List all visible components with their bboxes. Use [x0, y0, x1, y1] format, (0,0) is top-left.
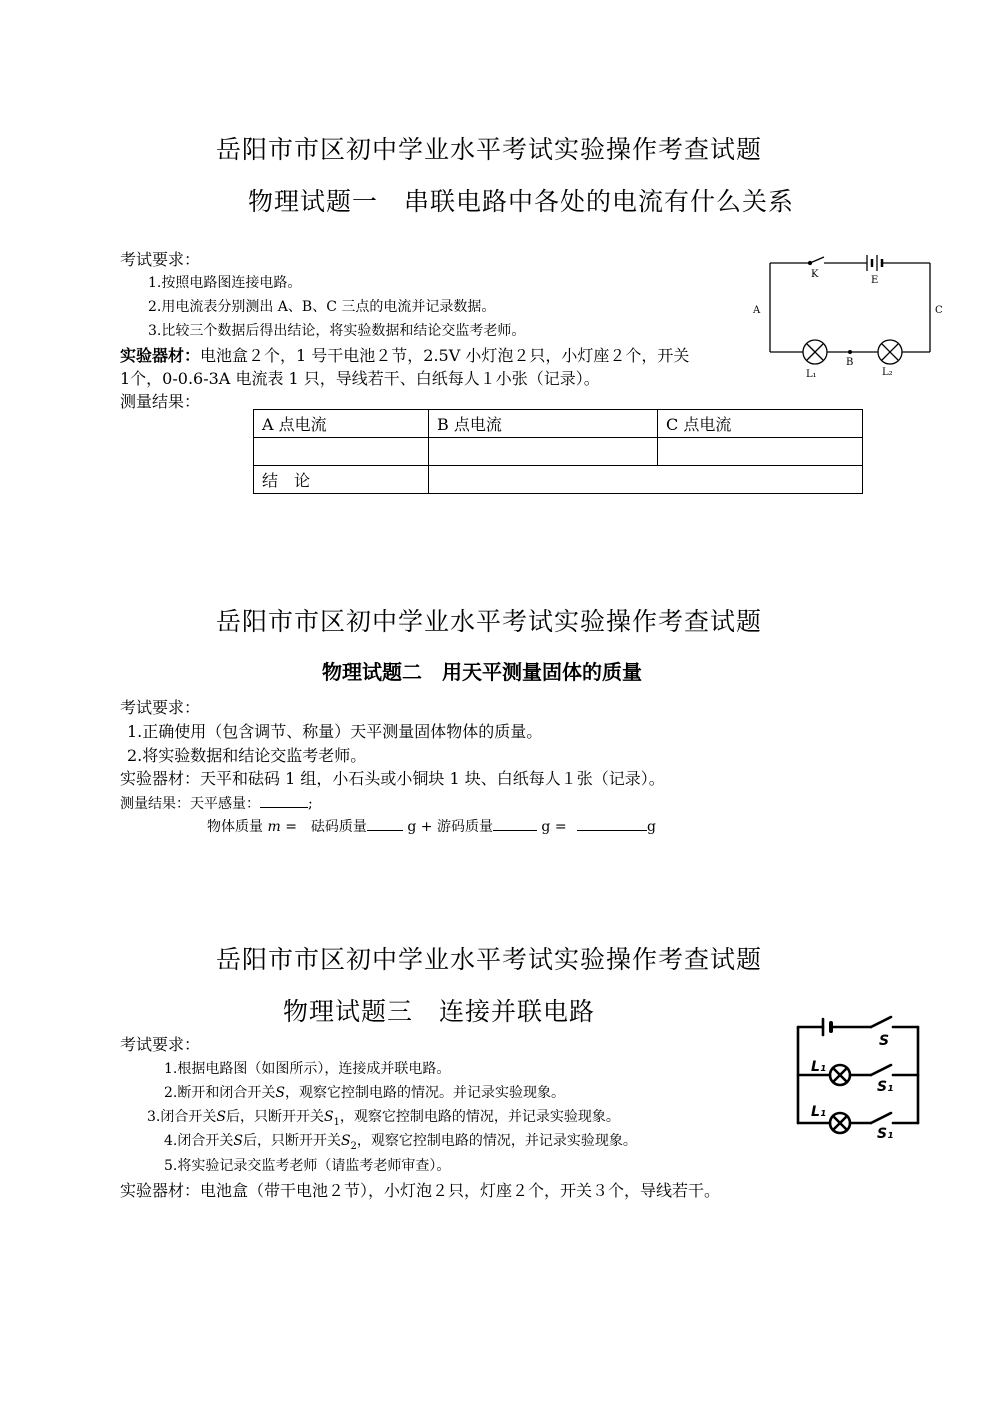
sym-s: S — [233, 1133, 243, 1149]
section1-req-item: 1.按照电路图连接电路。 — [148, 275, 302, 291]
req2-tail: ，观察它控制电路的情况。并记录实验现象。 — [284, 1085, 565, 1101]
section2-sense-label: 天平感量： — [190, 796, 260, 812]
table-cell-c — [658, 438, 863, 466]
section2-req-label: 考试要求： — [120, 698, 201, 717]
formula-eq: = 砝码质量 — [285, 819, 367, 835]
section3-req-item: 5.将实验记录交监考老师（请监考老师审查）。 — [164, 1158, 451, 1174]
label-a: A — [753, 305, 761, 316]
section1-equip-text2: 1个，0-0.6-3A 电流表 1 只，导线若干、白纸每人１小张（记录）。 — [120, 369, 600, 388]
section2-subtitle: 物理试题二 用天平测量固体的质量 — [322, 660, 642, 684]
section1-equip-text1: 电池盒２个，1 号干电池２节，2.5V 小灯泡２只，小灯座２个，开关 — [200, 346, 690, 365]
section2-result-line — [120, 793, 313, 813]
sym-s: S — [216, 1109, 226, 1125]
req2-start: 2.断开和闭合开关 — [164, 1085, 276, 1101]
table-row — [254, 438, 863, 466]
table-cell-a — [254, 438, 429, 466]
sym-s2-sub: 2 — [350, 1140, 357, 1152]
section3-req-item — [164, 1082, 565, 1102]
switch-s1-icon — [871, 1065, 891, 1075]
formula-g1: g + 游码质量 — [407, 819, 493, 835]
section1-title: 岳阳市市区初中学业水平考试实验操作考查试题 — [216, 135, 763, 164]
section1-equip-label: 实验器材： — [120, 346, 201, 365]
req3-tail: ，观察它控制电路的情况，并记录实验现象。 — [339, 1109, 620, 1125]
section3-req-item: 1.根据电路图（如图所示），连接成并联电路。 — [164, 1061, 451, 1077]
section2-equip — [120, 766, 665, 789]
switch-k-icon — [810, 257, 824, 263]
table-row — [254, 410, 863, 438]
req4-tail: ，观察它控制电路的情况，并记录实验现象。 — [356, 1133, 637, 1149]
section1-subtitle: 物理试题一 串联电路中各处的电流有什么关系 — [248, 187, 795, 216]
label-s2: S₁ — [877, 1126, 894, 1140]
weight-blank[interactable] — [367, 830, 403, 831]
mass-blank[interactable] — [577, 830, 647, 831]
section3-title: 岳阳市市区初中学业水平考试实验操作考查试题 — [216, 945, 763, 974]
formula-start: 物体质量 — [207, 819, 263, 835]
sym-s: S — [275, 1085, 285, 1101]
section2-formula — [207, 816, 656, 836]
formula-g2: g = — [541, 819, 567, 835]
section1-req-item: 3.比较三个数据后得出结论，将实验数据和结论交监考老师。 — [148, 323, 526, 339]
section3-req-label: 考试要求： — [120, 1035, 201, 1054]
section1-req-label: 考试要求： — [120, 250, 201, 269]
section3-req-item — [164, 1130, 637, 1152]
label-b: B — [846, 357, 854, 368]
section3-equip — [120, 1178, 720, 1201]
section3-equip-text: 电池盒（带干电池２节），小灯泡２只，灯座２个，开关３个，导线若干。 — [200, 1181, 721, 1200]
switch-s2-icon — [871, 1113, 891, 1123]
req4-start: 4.闭合开关 — [164, 1133, 234, 1149]
table-header-b: B 点电流 — [429, 410, 658, 438]
table-row — [254, 466, 863, 494]
sym-s2: S — [340, 1133, 351, 1149]
conclusion-cell — [429, 466, 863, 494]
label-k: K — [811, 269, 819, 280]
section1-result-label: 测量结果： — [120, 392, 201, 411]
req4-mid: 后，只断开开关 — [242, 1133, 341, 1149]
section2-req-item: 1.正确使用（包含调节、称量）天平测量固体物体的质量。 — [127, 722, 543, 741]
rider-blank[interactable] — [493, 830, 537, 831]
label-l2: L₁ — [811, 1104, 827, 1120]
section2-sense-end: ; — [308, 796, 313, 812]
label-l2: L₂ — [882, 367, 893, 378]
section2-title: 岳阳市市区初中学业水平考试实验操作考查试题 — [216, 607, 763, 636]
section3-equip-label: 实验器材： — [120, 1181, 201, 1200]
sense-blank[interactable] — [260, 807, 308, 808]
section1-req-item: 2.用电流表分别测出 A、B、C 三点的电流并记录数据。 — [148, 299, 496, 315]
section3-subtitle: 物理试题三 连接并联电路 — [283, 997, 596, 1026]
section2-req-item: 2.将实验数据和结论交监考老师。 — [127, 746, 367, 765]
req3-mid: 后，只断开开关 — [225, 1109, 324, 1125]
table-cell-b — [429, 438, 658, 466]
series-circuit-diagram — [750, 250, 950, 385]
sym-s1: S — [323, 1109, 334, 1125]
table-header-c: C 点电流 — [658, 410, 863, 438]
conclusion-label: 结 论 — [254, 466, 429, 494]
label-c: C — [935, 305, 943, 316]
sym-s1-sub: 1 — [333, 1116, 340, 1128]
section2-result-label: 测量结果： — [120, 796, 190, 812]
switch-s-icon — [871, 1017, 891, 1027]
label-l1: L₁ — [811, 1059, 827, 1075]
section3-req-item — [147, 1106, 620, 1128]
req3-start: 3.闭合开关 — [147, 1109, 217, 1125]
parallel-circuit-diagram — [793, 1015, 923, 1140]
section2-equip-label: 实验器材： — [120, 769, 201, 788]
label-e: E — [871, 275, 879, 286]
label-s: S — [879, 1033, 890, 1049]
label-l1: L₁ — [806, 369, 817, 380]
table-header-a: A 点电流 — [254, 410, 429, 438]
label-s1: S₁ — [877, 1079, 894, 1095]
formula-var: m — [267, 819, 281, 835]
section2-equip-text: 天平和砝码 1 组，小石头或小铜块 1 块、白纸每人１张（记录）。 — [200, 769, 665, 788]
section1-equip-line1 — [120, 343, 689, 366]
section1-result-table — [253, 409, 863, 494]
formula-unit: g — [647, 819, 656, 835]
